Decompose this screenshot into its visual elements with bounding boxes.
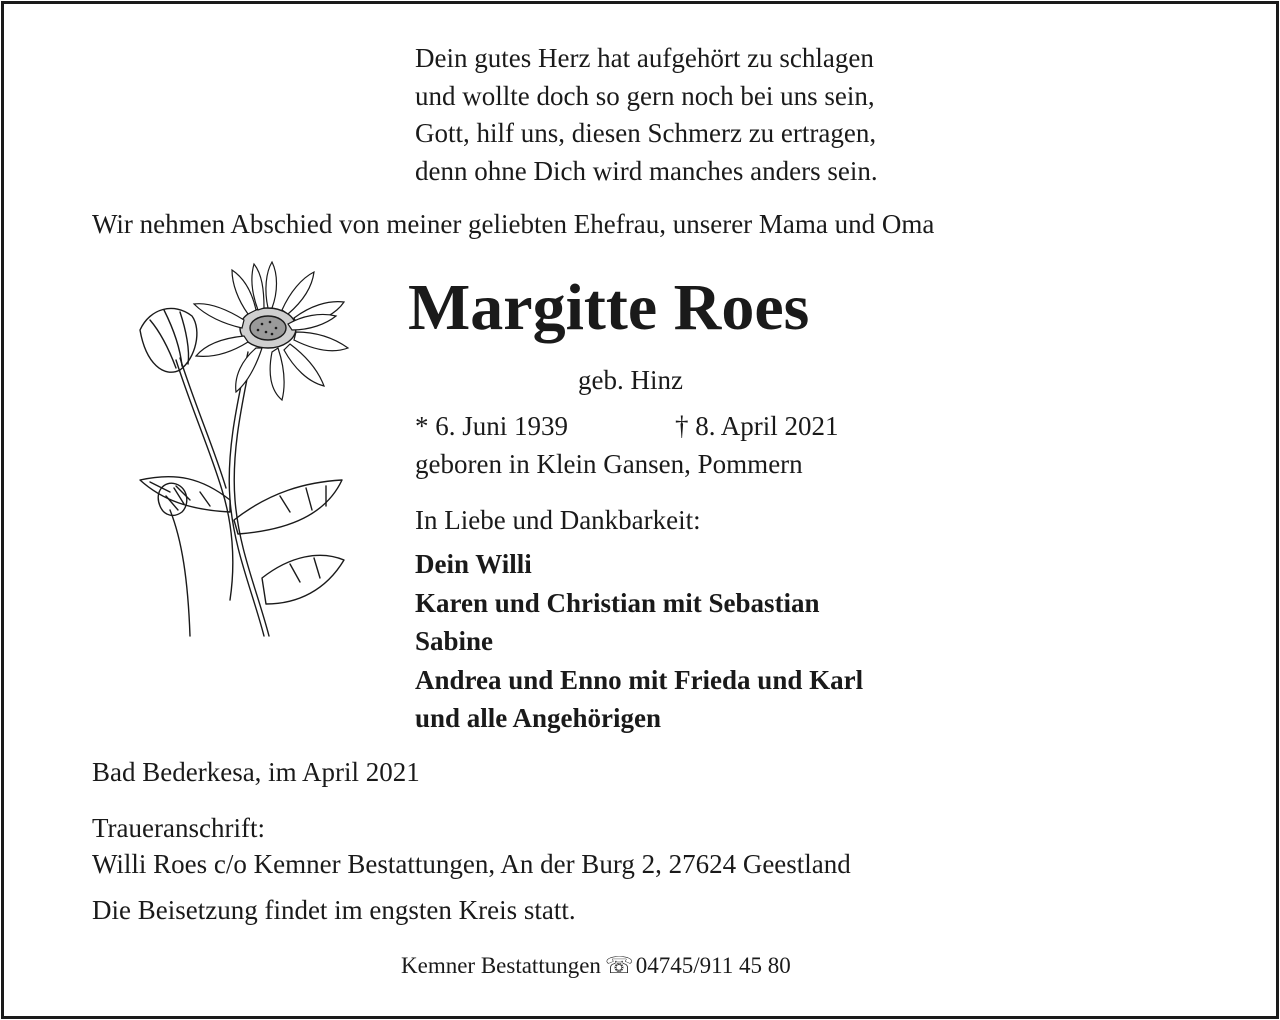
poem-line: Gott, hilf uns, diesen Schmerz zu ertragen, <box>415 118 877 148</box>
address-label: Traueranschrift: <box>92 813 265 843</box>
intro-text: Wir nehmen Abschied von meiner geliebten Ehefrau, unserer Mama und Oma <box>92 209 935 239</box>
daisy-flower-illustration <box>130 260 352 640</box>
place-date: Bad Bederkesa, im April 2021 <box>92 757 420 787</box>
signer: Karen und Christian mit Sebastian <box>415 587 820 618</box>
birthplace: geboren in Klein Gansen, Pommern <box>415 449 803 479</box>
signer: Sabine <box>415 626 494 656</box>
deceased-name: Margitte Roes <box>408 271 810 344</box>
funeral-home-name: Kemner Bestattungen <box>401 953 601 978</box>
phone-icon: ☏ <box>604 953 634 978</box>
poem <box>415 40 878 190</box>
signer: Dein Willi <box>415 549 532 579</box>
poem-line: und wollte doch so gern noch bei uns sein, <box>415 80 875 111</box>
birth-name: geb. Hinz <box>578 365 683 395</box>
mourning-address: Willi Roes c/o Kemner Bestattungen, An der Burg 2, 27624 Geestland <box>92 849 851 879</box>
funeral-note: Die Beisetzung findet im engsten Kreis statt. <box>92 895 576 925</box>
poem-line: Dein gutes Herz hat aufgehört zu schlagen <box>415 43 874 73</box>
birth-date: * 6. Juni 1939 <box>415 411 569 441</box>
signer: und alle Angehörigen <box>415 703 662 733</box>
signer: Andrea und Enno mit Frieda und Karl <box>415 664 864 695</box>
phone-number: 04745/911 45 80 <box>635 953 791 978</box>
funeral-home-footer <box>401 950 791 982</box>
signers-list <box>415 545 863 738</box>
thanks-line: In Liebe und Dankbarkeit: <box>415 505 701 535</box>
death-date: † 8. April 2021 <box>675 411 839 441</box>
poem-line: denn ohne Dich wird manches anders sein. <box>415 155 878 186</box>
